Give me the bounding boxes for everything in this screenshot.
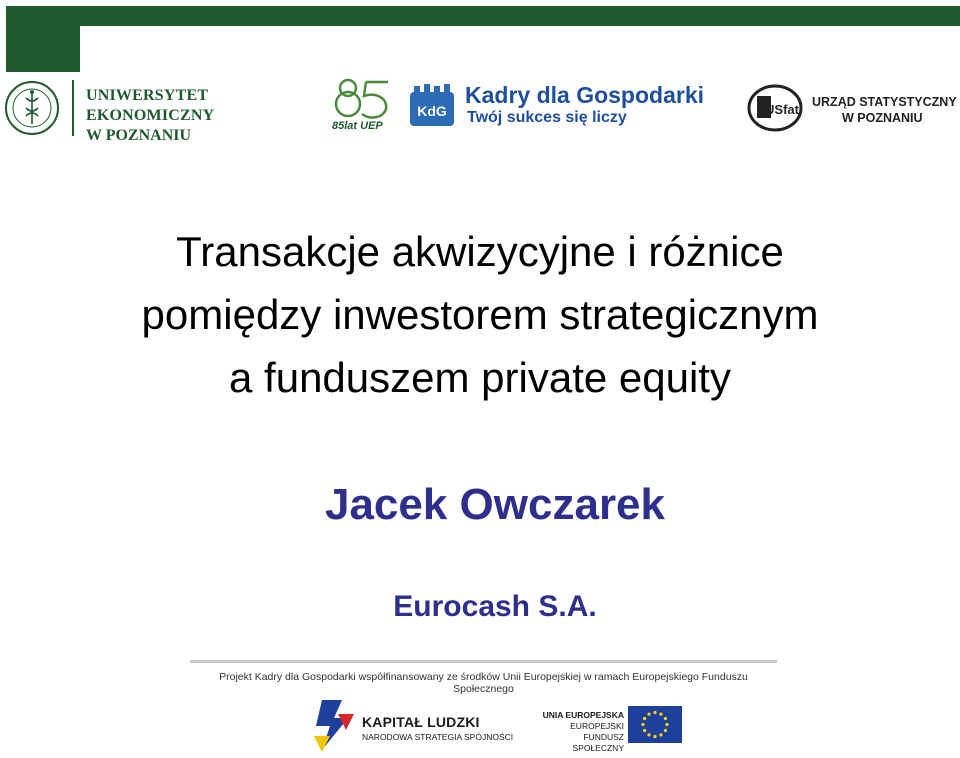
company-name: Eurocash S.A. bbox=[393, 590, 597, 623]
footer-note: Projekt Kadry dla Gospodarki współfinansowany ze środków Unii Europejskiej w ramach Europejskiego Funduszu Społecznego bbox=[219, 671, 748, 695]
title-line-2: pomiędzy inwestorem strategicznym bbox=[141, 291, 819, 338]
uep-seal-icon bbox=[4, 80, 60, 136]
eu-star bbox=[659, 733, 662, 736]
uep-separator bbox=[72, 80, 74, 136]
title-line-1: Transakcje akwizycyjne i różnice bbox=[176, 228, 784, 275]
uep-name-line1: UNIWERSYTET EKONOMICZNY bbox=[86, 87, 215, 124]
ustat-name bbox=[812, 94, 957, 126]
eu-star bbox=[647, 713, 650, 716]
author-name: Jacek Owczarek bbox=[324, 480, 666, 529]
eu-line2: EUROPEJSKI bbox=[570, 721, 624, 731]
kapital-ludzki-sub: NARODOWA STRATEGIA SPÓJNOŚCI bbox=[362, 732, 514, 742]
eu-line1: UNIA EUROPEJSKA bbox=[542, 710, 624, 720]
eu-star bbox=[643, 717, 646, 720]
kdg-logo-icon bbox=[408, 82, 456, 130]
logo-row bbox=[0, 76, 960, 142]
kapital-ludzki-logo-icon bbox=[312, 696, 356, 754]
kapital-ludzki-name: KAPITAŁ LUDZKI bbox=[362, 714, 480, 730]
ustat-name-line1: URZĄD STATYSTYCZNY bbox=[812, 95, 957, 109]
eu-star bbox=[643, 729, 646, 732]
eu-text bbox=[540, 710, 624, 754]
uep-85-label: 85lat UEP bbox=[332, 120, 383, 132]
title-line-3: a funduszem private equity bbox=[229, 354, 731, 401]
eu-star bbox=[665, 723, 668, 726]
band-left-block bbox=[6, 6, 80, 72]
eu-flag-icon bbox=[628, 706, 682, 743]
eu-star bbox=[664, 729, 667, 732]
band-curve bbox=[80, 26, 120, 72]
band-stripe bbox=[6, 6, 960, 26]
eu-star bbox=[664, 717, 667, 720]
eu-star bbox=[647, 733, 650, 736]
top-green-band bbox=[0, 0, 960, 72]
eu-star bbox=[653, 711, 656, 714]
footer-divider bbox=[190, 660, 777, 663]
kapital-ludzki-text bbox=[362, 714, 513, 742]
uep-name-line2: W POZNANIU bbox=[86, 127, 192, 144]
ustat-badge: USfat bbox=[765, 102, 799, 117]
kdg-text bbox=[465, 82, 745, 128]
eu-star bbox=[653, 735, 656, 738]
ustat-name-line2: W POZNANIU bbox=[842, 111, 923, 125]
eu-star bbox=[641, 723, 644, 726]
kdg-title: Kadry dla Gospodarki bbox=[465, 82, 705, 108]
uep-name bbox=[86, 86, 326, 146]
eu-line3: FUNDUSZ SPOŁECZNY bbox=[572, 732, 624, 753]
ustat-logo-icon bbox=[747, 84, 803, 132]
kdg-badge: KdG bbox=[417, 103, 447, 119]
kdg-slogan: Twój sukces się liczy bbox=[467, 109, 627, 126]
slide-title bbox=[0, 220, 960, 409]
eu-star bbox=[659, 713, 662, 716]
